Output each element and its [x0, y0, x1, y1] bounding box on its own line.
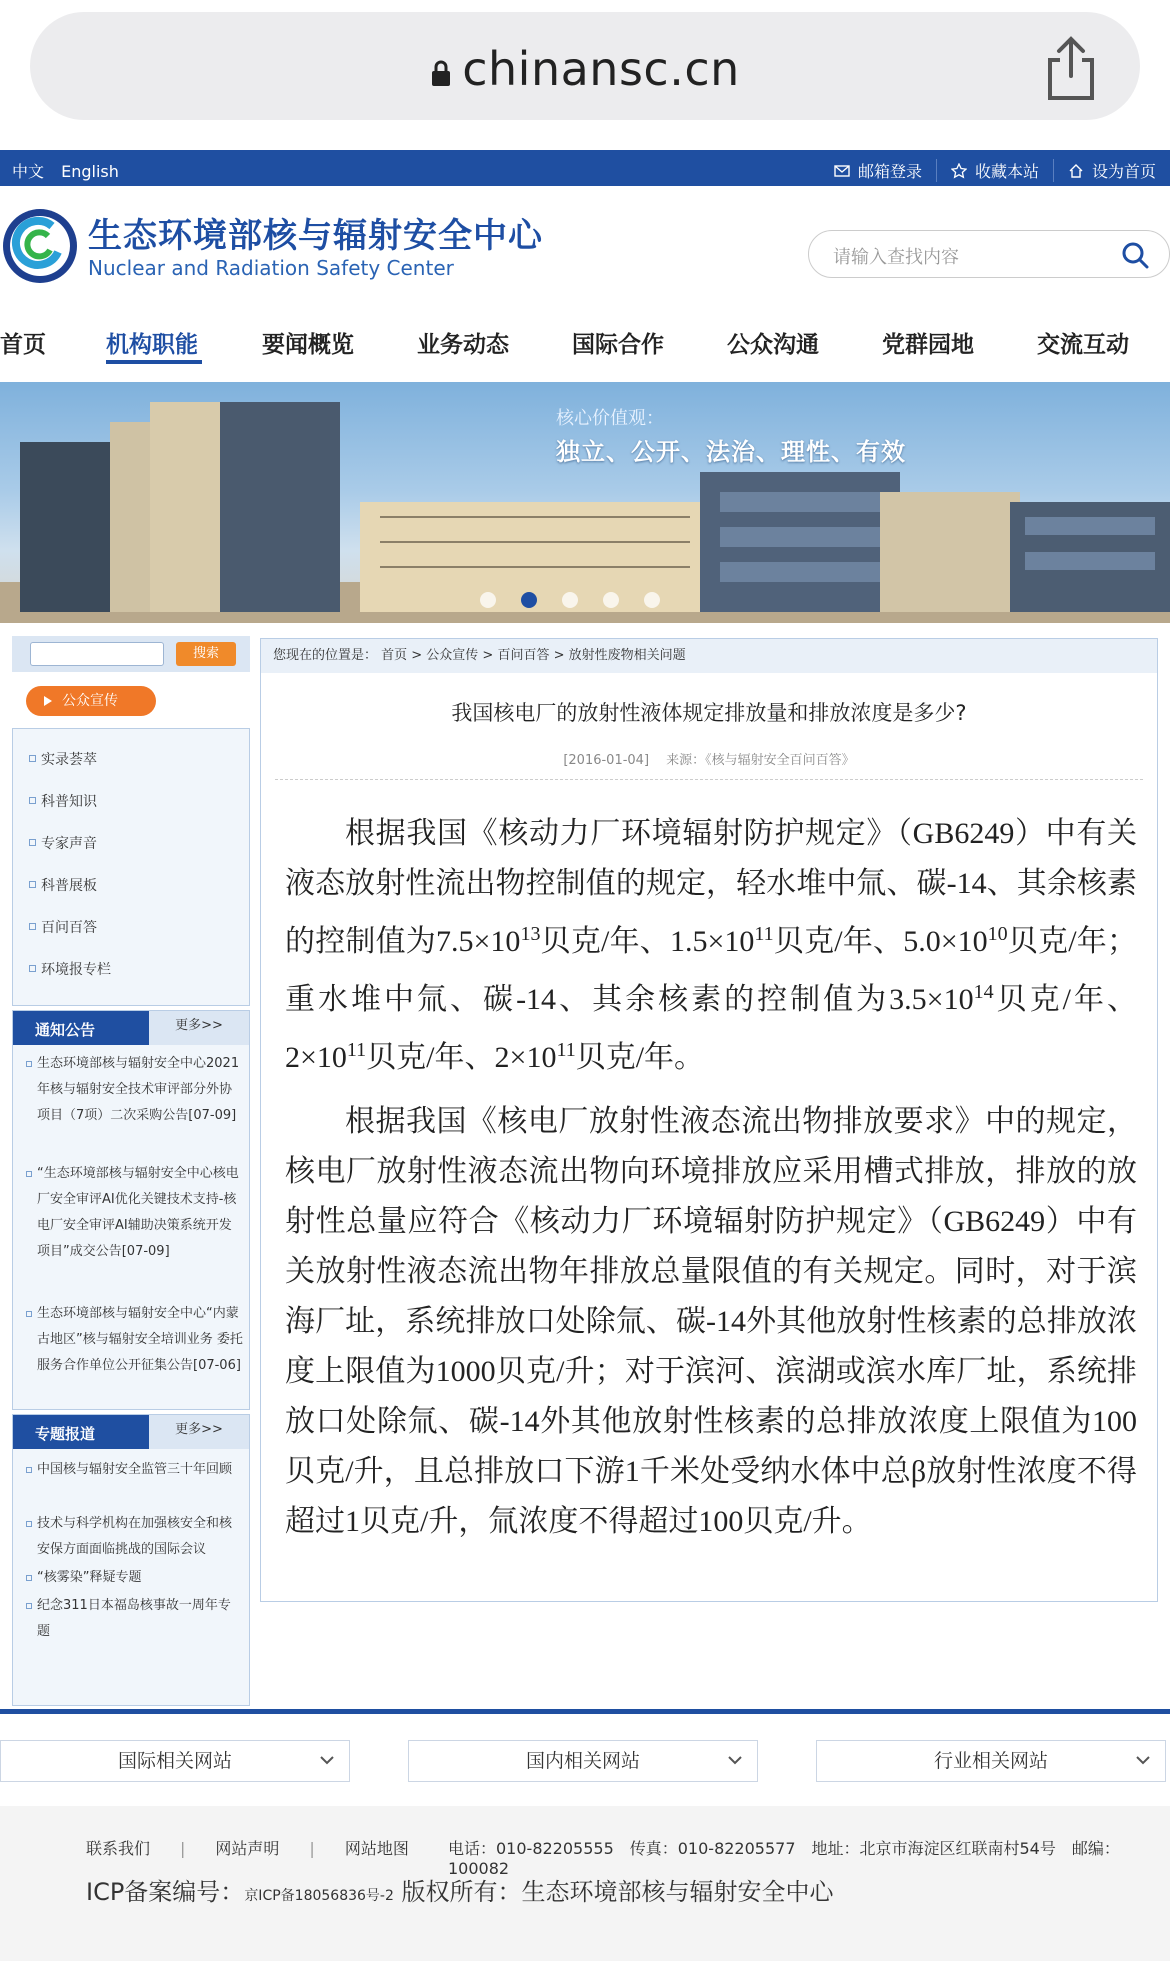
article-title: 我国核电厂的放射性液体规定排放量和排放浓度是多少?	[451, 701, 967, 725]
set-home-label: 设为首页	[1091, 162, 1156, 181]
chevron-down-icon	[319, 1755, 335, 1765]
nav-functions[interactable]: 机构职能	[106, 332, 198, 358]
sidebar-search-button[interactable]: 搜索	[176, 642, 236, 666]
carousel-dot-active[interactable]	[521, 592, 537, 608]
footer: 联系我们 | 网站声明 | 网站地图 电话：010-82205555 传真：010-82205577 地址：北京市海淀区红联南村54号 邮编：100082 ICP备案编号：京ICP备18056836号-2 版权所有：生态环境部核与辐射安全中心	[0, 1806, 1170, 1961]
list-item[interactable]: “核雾染”释疑专题	[37, 1565, 243, 1591]
list-item[interactable]: 中国核与辐射安全监管三十年回顾	[37, 1457, 243, 1483]
mail-login-link[interactable]	[820, 159, 936, 182]
carousel-dot[interactable]	[644, 592, 660, 608]
sidebar-item-faq[interactable]: 百问百答	[41, 917, 97, 937]
list-item[interactable]: 生态环境部核与辐射安全中心“内蒙古地区”核与辐射安全培训业务 委托服务合作单位公开征集公告[07-06]	[37, 1301, 243, 1379]
sidebar-item-experts[interactable]: 专家声音	[41, 833, 97, 853]
favorite-label: 收藏本站	[974, 162, 1039, 181]
site-title-cn: 生态环境部核与辐射安全中心	[88, 216, 543, 256]
domestic-sites-label: 国内相关网站	[525, 1750, 640, 1772]
footer-statement-link[interactable]: 网站声明	[215, 1839, 280, 1858]
sidebar-search	[12, 636, 250, 672]
top-bar	[0, 150, 1170, 186]
url-text: chinansc.cn	[462, 42, 740, 96]
footer-contact-info: 电话：010-82205555 传真：010-82205577 地址：北京市海淀区红联南村54号 邮编：100082	[448, 1839, 1120, 1878]
article-panel	[260, 638, 1158, 1602]
industry-sites-label: 行业相关网站	[933, 1750, 1048, 1772]
nav-news[interactable]: 要闻概览	[262, 332, 354, 358]
nav-exchange[interactable]: 交流互动	[1037, 332, 1129, 358]
nav-public[interactable]: 公众沟通	[727, 332, 819, 358]
lock-icon	[430, 60, 452, 86]
icp-number[interactable]: 京ICP备18056836号-2	[244, 1888, 394, 1904]
intl-sites-label: 国际相关网站	[117, 1750, 232, 1772]
carousel-dot[interactable]	[480, 592, 496, 608]
special-more-link[interactable]: 更多>>	[149, 1415, 249, 1449]
sidebar-item-env-column[interactable]: 环境报专栏	[41, 959, 111, 979]
nav-international[interactable]: 国际合作	[572, 332, 664, 358]
sidebar-item-records[interactable]: 实录荟萃	[41, 749, 97, 769]
sidebar-item-boards[interactable]: 科普展板	[41, 875, 97, 895]
nav-home[interactable]: 首页	[0, 332, 46, 358]
industry-sites-select[interactable]	[816, 1740, 1166, 1782]
carousel-dot[interactable]	[562, 592, 578, 608]
footer-divider	[0, 1709, 1170, 1714]
star-icon	[951, 163, 967, 179]
mail-label: 邮箱登录	[857, 162, 922, 181]
sidebar-search-input[interactable]	[30, 642, 164, 666]
hero-banner[interactable]	[0, 382, 1170, 623]
list-item[interactable]: 纪念311日本福岛核事故一周年专题	[37, 1593, 243, 1645]
carousel-dots	[480, 592, 685, 608]
lang-en-link[interactable]: English	[61, 162, 119, 181]
home-icon	[1068, 163, 1084, 179]
lang-cn-link[interactable]: 中文	[12, 162, 45, 181]
search-input[interactable]	[808, 230, 1170, 278]
article-body	[285, 809, 1137, 1561]
list-item[interactable]: 技术与科学机构在加强核安全和核安保方面面临挑战的国际会议	[37, 1511, 243, 1563]
share-icon[interactable]	[1042, 34, 1100, 102]
site-logo[interactable]	[0, 206, 80, 286]
banner-subtitle: 核心价值观：	[556, 408, 664, 429]
special-section	[12, 1414, 250, 1706]
sidebar-item-science[interactable]: 科普知识	[41, 791, 97, 811]
footer-contact-link[interactable]: 联系我们	[86, 1839, 151, 1858]
search-icon[interactable]	[1121, 241, 1149, 269]
domestic-sites-select[interactable]	[408, 1740, 758, 1782]
chevron-down-icon	[1135, 1755, 1151, 1765]
sidebar-menu	[12, 728, 250, 1006]
address-bar[interactable]	[30, 12, 1140, 120]
section-label-button[interactable]: 公众宣传	[26, 686, 156, 716]
mail-icon	[834, 165, 850, 177]
set-home-link[interactable]	[1053, 159, 1170, 182]
sidebar	[12, 636, 250, 1639]
nav-business[interactable]: 业务动态	[417, 332, 509, 358]
list-item[interactable]: “生态环境部核与辐射安全中心核电厂安全审评AI优化关键技术支持-核电厂安全审评AI辅助决策系统开发项目”成交公告[07-09]	[37, 1161, 243, 1265]
chevron-down-icon	[727, 1755, 743, 1765]
breadcrumb[interactable]: 您现在的位置是： 首页 > 公众宣传 > 百问百答 > 放射性废物相关问题	[261, 639, 1157, 673]
list-item[interactable]: 生态环境部核与辐射安全中心2021年核与辐射安全技术审评部分外协项目（7项）二次采购公告[07-09]	[37, 1051, 243, 1129]
divider	[275, 779, 1143, 780]
paragraph-1: 根据我国《核动力厂环境辐射防护规定》（GB6249）中有关液态放射性流出物控制值的规定，轻水堆中氚、碳-14、其余核素的控制值为$7.5\times 10^{13}$贝克/年、$1.5\times 10^{11}$贝克/年、$5.0\times 10^{10}$贝克/年；重水堆中氚、碳-14、其余核素的控制值为$3.5\times 10^{14}$贝克/年、$2\times 10^{11}$贝克/年、$2\times 10^{11}$贝克/年。	[285, 817, 1137, 1074]
footer-sitemap-link[interactable]: 网站地图	[344, 1839, 409, 1858]
footer-icp: ICP备案编号：京ICP备18056836号-2 版权所有：生态环境部核与辐射安全中心	[86, 1878, 834, 1906]
notice-section	[12, 1010, 250, 1410]
notice-title: 通知公告	[35, 1021, 96, 1039]
search-placeholder: 请输入查找内容	[833, 247, 959, 268]
intl-sites-select[interactable]	[0, 1740, 350, 1782]
special-title: 专题报道	[35, 1425, 96, 1443]
notice-more-link[interactable]: 更多>>	[149, 1011, 249, 1045]
main-nav	[0, 320, 1170, 370]
copyright: 版权所有：生态环境部核与辐射安全中心	[401, 1878, 834, 1906]
site-title-en: Nuclear and Radiation Safety Center	[88, 256, 454, 280]
nav-party[interactable]: 党群园地	[882, 332, 974, 358]
nav-active-underline	[106, 360, 202, 364]
carousel-dot[interactable]	[603, 592, 619, 608]
paragraph-2: 根据我国《核电厂放射性液态流出物排放要求》中的规定，核电厂放射性液态流出物向环境排放应采用槽式排放，排放的放射性总量应符合《核动力厂环境辐射防护规定》（GB6249）中有关放射性液态流出物年排放总量限值的有关规定。同时，对于滨海厂址，系统排放口处除氚、碳-14外其他放射性核素的总排放浓度上限值为1000贝克/升；对于滨河、滨湖或滨水库厂址，系统排放口处除氚、碳-14外其他放射性核素的总排放浓度上限值为100贝克/升，且总排放口下游1千米处受纳水体中总β放射性浓度不得超过1贝克/升，氚浓度不得超过100贝克/升。	[285, 1105, 1137, 1538]
banner-values: 独立、公开、法治、理性、有效	[556, 438, 906, 466]
favorite-link[interactable]	[936, 159, 1053, 182]
url-display[interactable]	[30, 42, 1140, 96]
article-meta: [2016-01-04] 来源：《核与辐射安全百问百答》	[563, 753, 855, 768]
